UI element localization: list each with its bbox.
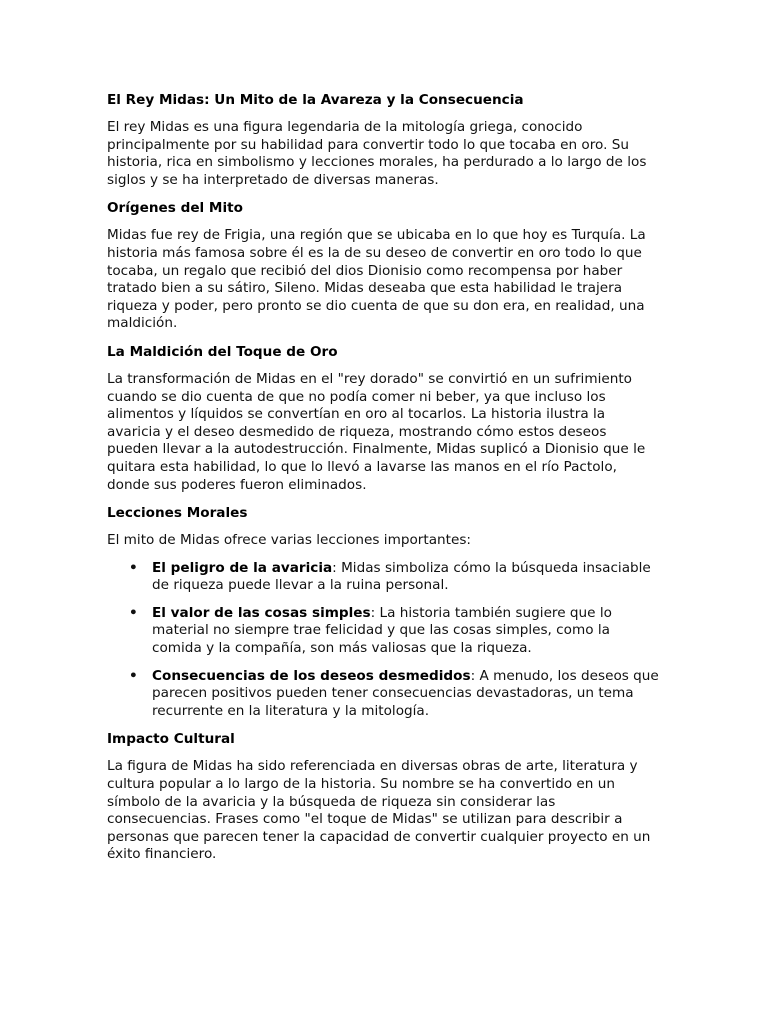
list-item (129, 604, 661, 658)
section-paragraph-lessons: El mito de Midas ofrece varias lecciones importantes: (107, 532, 471, 549)
section-heading-impact: Impacto Cultural (107, 731, 235, 748)
list-item-term: Consecuencias de los deseos desmedidos (152, 667, 471, 684)
section-paragraph-impact: La figura de Midas ha sido referenciada en diversas obras de arte, literatura y cultura popular a lo largo de la historia. Su nombre se ha convertido en un símbolo de la avaricia y la búsqueda de riqueza sin considerar las consecuencias. Frases como "el toque de Midas" se utilizan para describir a personas que parecen tener la capacidad de convertir cualquier proyecto en un éxito financiero. (107, 758, 651, 863)
list-item (129, 667, 661, 721)
bullet-icon: • (129, 604, 138, 621)
section-paragraph-origins: Midas fue rey de Frigia, una región que se ubicaba en lo que hoy es Turquía. La historia más famosa sobre él es la de su deseo de convertir en oro todo lo que tocaba, un regalo que recibió del dios Dionisio como recompensa por haber tratado bien a su sátiro, Sileno. Midas deseaba que esta habilidad le trajera riqueza y poder, pero pronto se dio cuenta de que su don era, en realidad, una maldición. (107, 227, 646, 332)
bullet-icon: • (129, 667, 138, 684)
section-heading-origins: Orígenes del Mito (107, 200, 243, 217)
list-item-term: El peligro de la avaricia (152, 559, 333, 576)
lessons-list (107, 560, 661, 721)
list-item-term: El valor de las cosas simples (152, 604, 371, 621)
list-item-text: : A menudo, los deseos que parecen positivos pueden tener consecuencias devastadoras, un tema recurrente en la literatura y la mitología. (152, 667, 659, 719)
list-item-text: : La historia también sugiere que lo material no siempre trae felicidad y que las cosas simples, como la comida y la compañía, son más valiosas que la riqueza. (152, 604, 612, 657)
intro-paragraph: El rey Midas es una figura legendaria de la mitología griega, conocido principalmente por su habilidad para convertir todo lo que tocaba en oro. Su historia, rica en simbolismo y lecciones morales, ha perdurado a lo largo de los siglos y se ha interpretado de diversas maneras. (107, 119, 647, 188)
section-heading-curse: La Maldición del Toque de Oro (107, 343, 338, 360)
list-item (129, 559, 661, 595)
list-item-text: : Midas simboliza cómo la búsqueda insaciable de riqueza puede llevar a la ruina personal. (152, 559, 651, 594)
section-heading-lessons: Lecciones Morales (107, 505, 248, 522)
section-paragraph-curse: La transformación de Midas en el "rey dorado" se convirtió en un sufrimiento cuando se dio cuenta de que no podía comer ni beber, ya que incluso los alimentos y líquidos se convertían en oro al tocarlos. La historia ilustra la avaricia y el deseo desmedido de riqueza, mostrando cómo estos deseos pueden llevar a la autodestrucción. Finalmente, Midas suplicó a Dionisio que le quitara esta habilidad, lo que lo llevó a lavarse las manos en el río Pactolo, donde sus poderes fueron eliminados. (107, 370, 646, 493)
document-title: El Rey Midas: Un Mito de la Avareza y la Consecuencia (107, 92, 524, 108)
bullet-icon: • (129, 559, 138, 576)
